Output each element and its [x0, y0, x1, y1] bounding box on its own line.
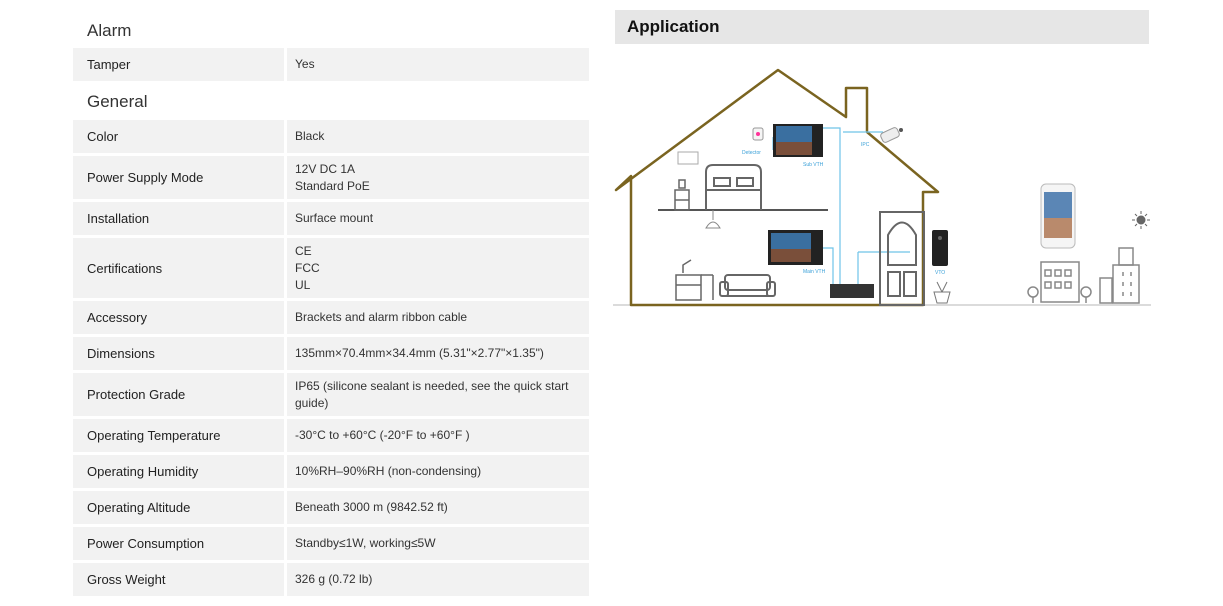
ipc-label: IPC — [861, 142, 870, 148]
phone-icon — [1041, 184, 1075, 248]
spec-row-dimensions — [73, 337, 589, 370]
ceiling-lamp-icon — [706, 210, 720, 228]
spec-value: Yes — [295, 57, 315, 71]
section-title-alarm: Alarm — [87, 21, 132, 40]
vto-icon — [932, 230, 948, 266]
house-outline — [616, 70, 938, 305]
spec-row-certifications — [73, 238, 589, 298]
plant-icon — [934, 282, 950, 303]
spec-value: Beneath 3000 m (9842.52 ft) — [295, 500, 448, 514]
nightstand-icon — [675, 180, 689, 210]
spec-value: CE FCC UL — [295, 243, 320, 292]
spec-row-operating-altitude — [73, 491, 589, 524]
detector-icon — [753, 128, 763, 140]
spec-label: Protection Grade — [87, 387, 186, 402]
spec-row-power-consumption — [73, 527, 589, 560]
spec-row-gross-weight — [73, 563, 589, 596]
application-title: Application — [627, 17, 720, 36]
spec-row-accessory — [73, 301, 589, 334]
spec-row-tamper — [73, 48, 589, 81]
main-vth-icon — [768, 230, 823, 265]
spec-row-protection-grade — [73, 373, 589, 416]
spec-label: Tamper — [87, 57, 131, 72]
spec-value: 135mm×70.4mm×34.4mm (5.31"×2.77"×1.35") — [295, 346, 544, 360]
spec-label: Gross Weight — [87, 572, 166, 587]
poe-switch-icon — [830, 284, 874, 298]
spec-row-color — [73, 120, 589, 153]
spec-label: Dimensions — [87, 346, 155, 361]
spec-label: Power Supply Mode — [87, 170, 204, 185]
spec-row-installation — [73, 202, 589, 235]
spec-value: Brackets and alarm ribbon cable — [295, 310, 468, 324]
spec-value: Standby≤1W, working≤5W — [295, 536, 436, 550]
picture-frame-icon — [678, 152, 698, 164]
spec-value: 326 g (0.72 lb) — [295, 572, 373, 586]
ipc-camera-icon — [880, 127, 903, 144]
spec-value: 12V DC 1A Standard PoE — [295, 161, 370, 193]
spec-value: Surface mount — [295, 211, 374, 225]
sun-icon — [1132, 211, 1150, 229]
spec-value: 10%RH–90%RH (non-condensing) — [295, 464, 482, 478]
spec-row-power-supply — [73, 156, 589, 199]
spec-value: IP65 (silicone sealant is needed, see the quick start guide) — [295, 378, 569, 410]
spec-label: Accessory — [87, 310, 147, 325]
spec-label: Operating Humidity — [87, 464, 199, 479]
sub-vth-icon — [773, 124, 823, 157]
spec-value: Black — [295, 129, 325, 143]
section-title-general: General — [87, 92, 148, 111]
desk-icon — [676, 260, 713, 300]
main-vth-label: Main VTH — [803, 269, 826, 275]
spec-label: Power Consumption — [87, 536, 205, 551]
application-header — [615, 10, 1149, 44]
spec-value: -30°C to +60°C (-20°F to +60°F ) — [295, 428, 470, 442]
spec-table — [73, 12, 589, 599]
door-icon — [880, 212, 924, 305]
vto-label: VTO — [935, 270, 946, 276]
bed-icon — [706, 165, 761, 210]
spec-label: Color — [87, 129, 119, 144]
spec-label: Certifications — [87, 260, 163, 276]
spec-row-operating-temperature — [73, 419, 589, 452]
detector-label: Detector — [742, 150, 761, 156]
spec-label: Installation — [87, 211, 150, 226]
spec-row-operating-humidity — [73, 455, 589, 488]
spec-label: Operating Altitude — [87, 500, 191, 515]
application-diagram — [613, 60, 1153, 310]
sub-vth-label: Sub VTH — [803, 162, 824, 168]
city-icon — [1028, 248, 1139, 303]
sofa-icon — [720, 275, 775, 296]
spec-label: Operating Temperature — [87, 428, 221, 443]
